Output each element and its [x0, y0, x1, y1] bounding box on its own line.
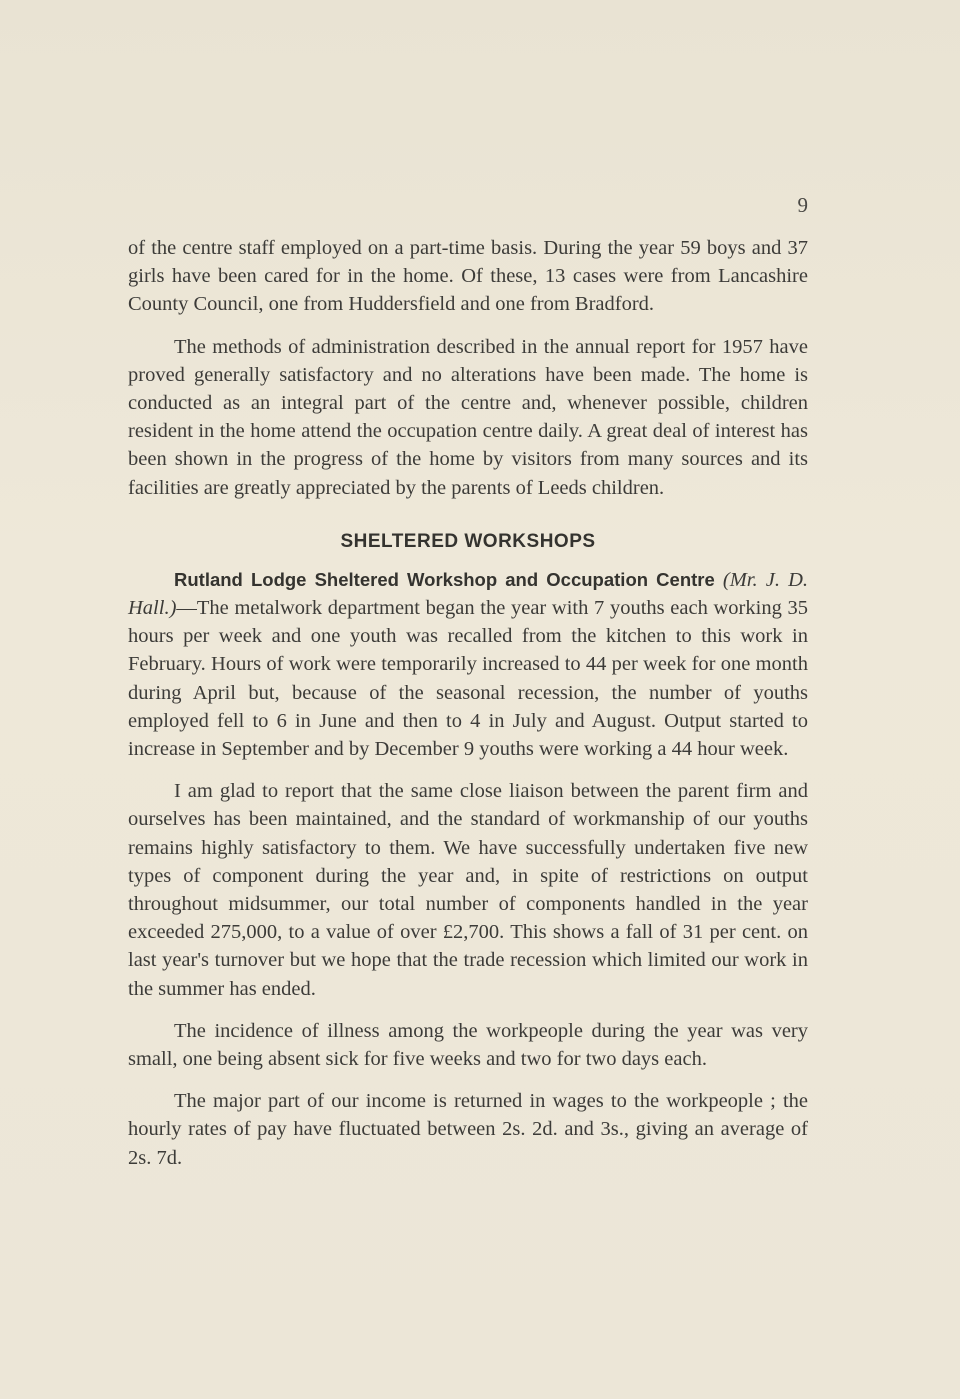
paragraph-body: —The metalwork department began the year with 7 youths each working 35 hours per week and one youth was recalled from the kitchen to this work in February. Hours of work were temporarily increased to 44 per week for one month during April but, because of the seasonal recession, the number of youths employed fell to 6 in June and then to 4 in July and August. Output started to increase in September and by December 9 youths were working a 44 hour week.	[128, 597, 808, 761]
run-in-heading: Rutland Lodge Sheltered Workshop and Occupation Centre	[174, 568, 715, 590]
person-name: (Mr. J. D. Hall.)	[128, 568, 809, 620]
section-heading: SHELTERED WORKSHOPS	[340, 530, 596, 552]
paragraph-liaison: I am glad to report that the same close liaison between the parent firm and ourselves has been maintained, and the standard of workmanship of our youths remains highly satisfactory to them. We have successfully undertaken five new types of component during the year and, in spite of restrictions on output throughout midsummer, our total number of components handled in the year exceeded 275,000, to a value of over £2,700. This shows a fall of 31 per cent. on last year's turnover but we hope that the trade recession which limited our work in the summer has ended.	[128, 780, 808, 1000]
paragraph-rutland-lodge	[128, 566, 808, 763]
paragraph-illness: The incidence of illness among the workpeople during the year was very small, one being absent sick for five weeks and two for two days each.	[128, 1019, 808, 1071]
paragraph-administration: The methods of administration described in the annual report for 1957 have proved generally satisfactory and no alterations have been made. The home is conducted as an integral part of the centre and, whenever possible, children resident in the home attend the occupation centre daily. A great deal of interest has been shown in the progress of the home by visitors from many sources and its facilities are greatly appreciated by the parents of Leeds children.	[128, 335, 808, 499]
paragraph-continuation: of the centre staff employed on a part-time basis. During the year 59 boys and 37 girls have been cared for in the home. Of these, 13 cases were from Lancashire County Council, one from Huddersfield and one from Bradford.	[128, 237, 808, 316]
document-text	[128, 190, 808, 1186]
page-number: 9	[797, 193, 808, 217]
paragraph-income: The major part of our income is returned in wages to the workpeople ; the hourly rates of pay have fluctuated between 2s. 2d. and 3s., giving an average of 2s. 7d.	[128, 1090, 808, 1169]
